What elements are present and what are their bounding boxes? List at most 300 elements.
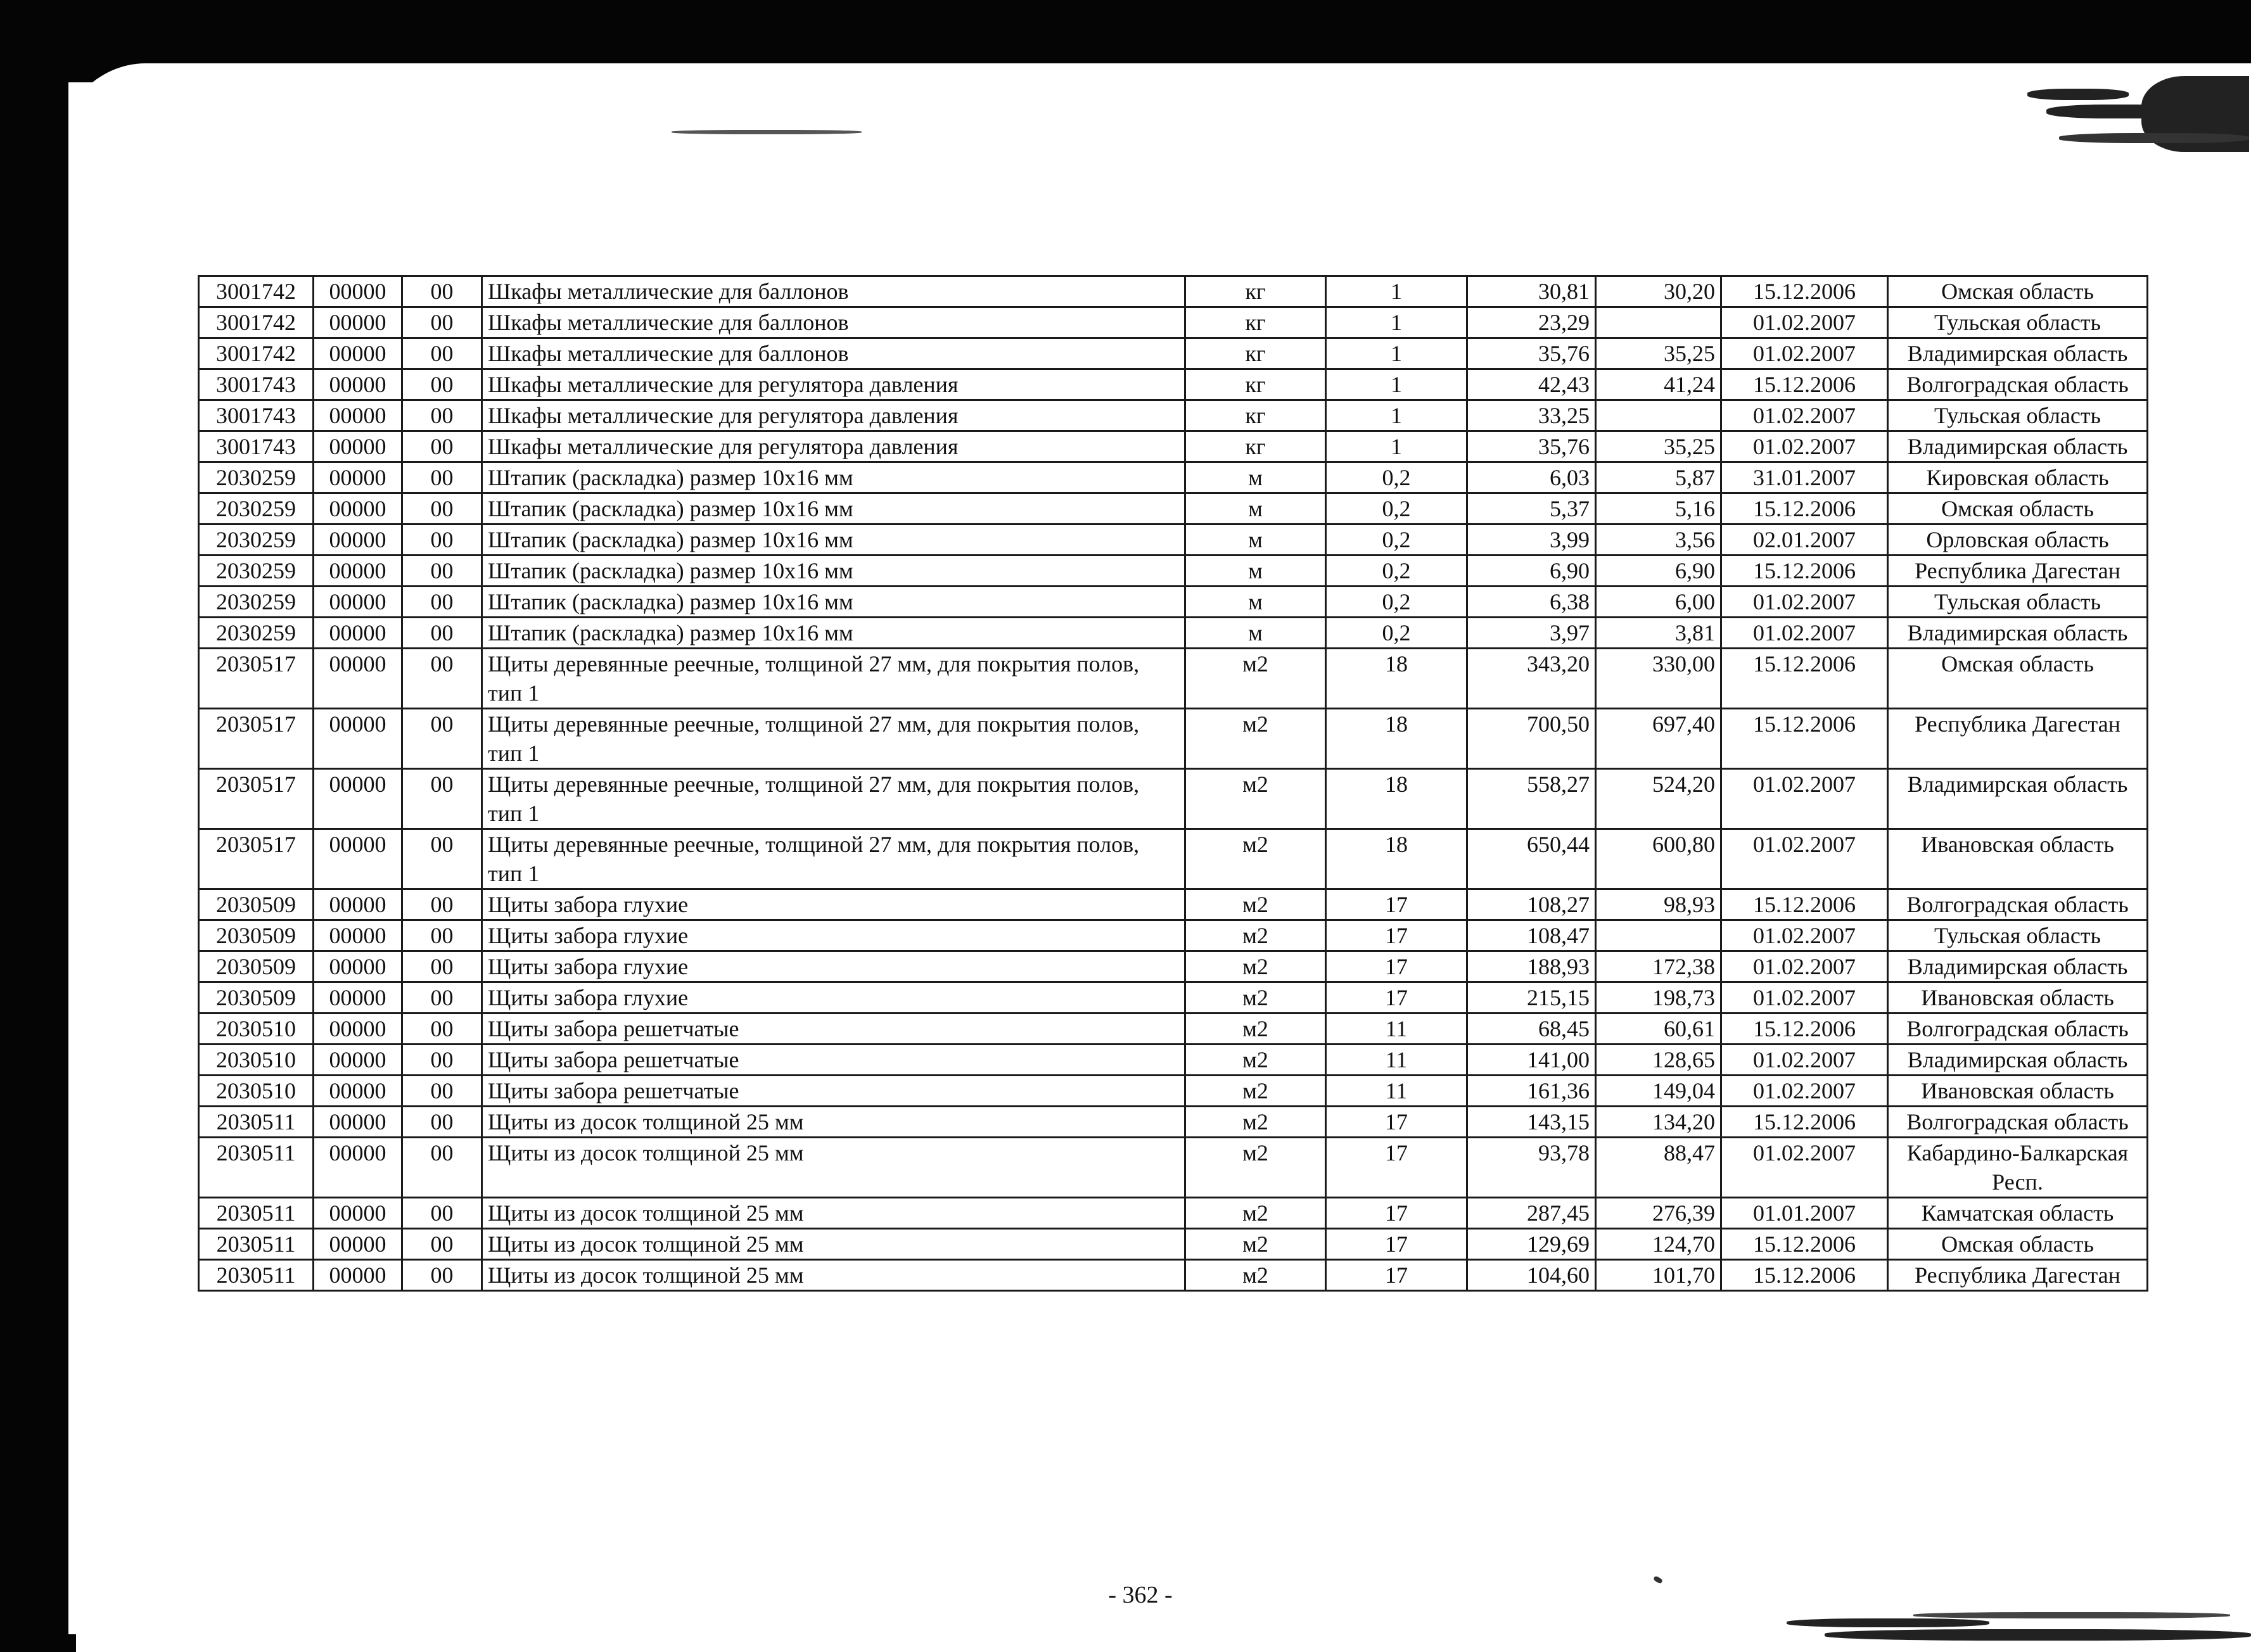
item-price-1: 3,99 — [1467, 524, 1596, 556]
table-row — [199, 400, 2148, 431]
item-price-1: 23,29 — [1467, 307, 1596, 338]
item-subcode: 00000 — [314, 1198, 402, 1229]
item-unit: м2 — [1185, 829, 1326, 889]
table-row — [199, 1229, 2148, 1260]
item-description: Шкафы металлические для баллонов — [482, 307, 1185, 338]
item-description: Щиты забора решетчатые — [482, 1013, 1185, 1045]
item-description: Щиты забора глухие — [482, 889, 1185, 920]
table-row — [199, 369, 2148, 400]
item-description: Щиты из досок толщиной 25 мм — [482, 1229, 1185, 1260]
item-description: Шкафы металлические для баллонов — [482, 338, 1185, 369]
item-code: 2030259 — [199, 618, 314, 649]
table-row — [199, 1076, 2148, 1107]
item-unit: м2 — [1185, 920, 1326, 951]
item-description: Щиты забора решетчатые — [482, 1045, 1185, 1076]
item-price-1: 35,76 — [1467, 338, 1596, 369]
table-row — [199, 829, 2148, 889]
scan-smudge — [2027, 89, 2129, 100]
item-unit: м2 — [1185, 1138, 1326, 1198]
item-quantity: 17 — [1326, 920, 1467, 951]
item-quantity: 1 — [1326, 431, 1467, 462]
item-unit: м2 — [1185, 1045, 1326, 1076]
item-date: 01.02.2007 — [1721, 920, 1888, 951]
item-price-1: 3,97 — [1467, 618, 1596, 649]
item-price-1: 188,93 — [1467, 951, 1596, 982]
item-region: Омская область — [1888, 493, 2148, 524]
item-code: 2030510 — [199, 1013, 314, 1045]
item-code: 2030511 — [199, 1198, 314, 1229]
item-quantity: 17 — [1326, 951, 1467, 982]
item-price-1: 343,20 — [1467, 649, 1596, 709]
item-variant: 00 — [402, 920, 482, 951]
item-code: 2030259 — [199, 493, 314, 524]
item-price-1: 104,60 — [1467, 1260, 1596, 1291]
item-variant: 00 — [402, 1260, 482, 1291]
item-description: Щиты деревянные реечные, толщиной 27 мм, для покрытия полов, тип 1 — [482, 829, 1185, 889]
item-quantity: 17 — [1326, 889, 1467, 920]
table-row — [199, 649, 2148, 709]
item-price-2: 3,56 — [1596, 524, 1721, 556]
item-region: Волгоградская область — [1888, 889, 2148, 920]
item-subcode: 00000 — [314, 307, 402, 338]
item-region: Владимирская область — [1888, 951, 2148, 982]
item-variant: 00 — [402, 276, 482, 307]
item-date: 15.12.2006 — [1721, 493, 1888, 524]
item-region: Омская область — [1888, 1229, 2148, 1260]
table-row — [199, 769, 2148, 829]
item-subcode: 00000 — [314, 369, 402, 400]
item-code: 2030259 — [199, 587, 314, 618]
item-quantity: 11 — [1326, 1076, 1467, 1107]
item-region: Тульская область — [1888, 400, 2148, 431]
item-subcode: 00000 — [314, 829, 402, 889]
scan-smudge — [1653, 1575, 1663, 1584]
item-region: Республика Дагестан — [1888, 1260, 2148, 1291]
item-date: 01.02.2007 — [1721, 307, 1888, 338]
item-description: Щиты из досок толщиной 25 мм — [482, 1198, 1185, 1229]
item-price-2 — [1596, 307, 1721, 338]
item-code: 3001742 — [199, 307, 314, 338]
item-quantity: 0,2 — [1326, 462, 1467, 493]
item-variant: 00 — [402, 369, 482, 400]
item-description: Щиты деревянные реечные, толщиной 27 мм, для покрытия полов, тип 1 — [482, 649, 1185, 709]
item-region: Владимирская область — [1888, 338, 2148, 369]
item-region: Кабардино-Балкарская Респ. — [1888, 1138, 2148, 1198]
item-code: 2030510 — [199, 1076, 314, 1107]
item-date: 01.02.2007 — [1721, 587, 1888, 618]
item-date: 15.12.2006 — [1721, 1107, 1888, 1138]
item-date: 01.02.2007 — [1721, 982, 1888, 1013]
item-region: Владимирская область — [1888, 431, 2148, 462]
item-description: Штапик (раскладка) размер 10х16 мм — [482, 524, 1185, 556]
item-unit: м — [1185, 462, 1326, 493]
price-table — [198, 275, 2148, 1292]
item-date: 31.01.2007 — [1721, 462, 1888, 493]
item-quantity: 17 — [1326, 1260, 1467, 1291]
item-date: 02.01.2007 — [1721, 524, 1888, 556]
item-price-2: 600,80 — [1596, 829, 1721, 889]
item-subcode: 00000 — [314, 618, 402, 649]
item-region: Владимирская область — [1888, 1045, 2148, 1076]
item-quantity: 17 — [1326, 982, 1467, 1013]
item-code: 2030511 — [199, 1107, 314, 1138]
item-price-2: 330,00 — [1596, 649, 1721, 709]
scan-border-bottom-left — [0, 1634, 76, 1652]
item-subcode: 00000 — [314, 493, 402, 524]
item-region: Республика Дагестан — [1888, 709, 2148, 769]
item-description: Штапик (раскладка) размер 10х16 мм — [482, 556, 1185, 587]
scan-smudge — [1913, 1612, 2230, 1618]
item-unit: м2 — [1185, 1076, 1326, 1107]
item-quantity: 11 — [1326, 1013, 1467, 1045]
item-unit: м2 — [1185, 951, 1326, 982]
item-price-2: 276,39 — [1596, 1198, 1721, 1229]
item-date: 15.12.2006 — [1721, 276, 1888, 307]
item-quantity: 1 — [1326, 307, 1467, 338]
item-variant: 00 — [402, 951, 482, 982]
item-price-1: 141,00 — [1467, 1045, 1596, 1076]
item-region: Тульская область — [1888, 920, 2148, 951]
item-unit: м2 — [1185, 769, 1326, 829]
item-unit: м2 — [1185, 1107, 1326, 1138]
table-row — [199, 307, 2148, 338]
item-price-1: 93,78 — [1467, 1138, 1596, 1198]
item-code: 2030511 — [199, 1229, 314, 1260]
item-subcode: 00000 — [314, 1260, 402, 1291]
item-variant: 00 — [402, 400, 482, 431]
item-price-2: 6,00 — [1596, 587, 1721, 618]
item-description: Шкафы металлические для регулятора давления — [482, 431, 1185, 462]
item-unit: м2 — [1185, 709, 1326, 769]
scan-border-left — [0, 0, 68, 1652]
item-subcode: 00000 — [314, 338, 402, 369]
item-unit: м2 — [1185, 889, 1326, 920]
item-region: Камчатская область — [1888, 1198, 2148, 1229]
item-description: Щиты забора глухие — [482, 951, 1185, 982]
item-code: 2030511 — [199, 1138, 314, 1198]
item-region: Омская область — [1888, 649, 2148, 709]
scan-smudge — [1825, 1629, 2251, 1641]
table-row — [199, 276, 2148, 307]
item-price-2: 149,04 — [1596, 1076, 1721, 1107]
item-code: 2030509 — [199, 920, 314, 951]
item-variant: 00 — [402, 982, 482, 1013]
item-variant: 00 — [402, 307, 482, 338]
table-row — [199, 1198, 2148, 1229]
table-row — [199, 1260, 2148, 1291]
item-unit: м2 — [1185, 1198, 1326, 1229]
item-code: 3001742 — [199, 338, 314, 369]
item-price-2: 5,16 — [1596, 493, 1721, 524]
item-price-1: 6,90 — [1467, 556, 1596, 587]
item-subcode: 00000 — [314, 709, 402, 769]
item-date: 01.02.2007 — [1721, 431, 1888, 462]
item-price-2: 6,90 — [1596, 556, 1721, 587]
item-date: 15.12.2006 — [1721, 1013, 1888, 1045]
item-region: Кировская область — [1888, 462, 2148, 493]
item-date: 15.12.2006 — [1721, 649, 1888, 709]
table-row — [199, 493, 2148, 524]
item-subcode: 00000 — [314, 431, 402, 462]
item-region: Тульская область — [1888, 587, 2148, 618]
item-date: 01.02.2007 — [1721, 829, 1888, 889]
item-quantity: 1 — [1326, 400, 1467, 431]
item-description: Щиты из досок толщиной 25 мм — [482, 1107, 1185, 1138]
item-variant: 00 — [402, 829, 482, 889]
item-unit: кг — [1185, 276, 1326, 307]
item-code: 2030259 — [199, 524, 314, 556]
table-row — [199, 556, 2148, 587]
item-unit: м — [1185, 556, 1326, 587]
item-price-1: 650,44 — [1467, 829, 1596, 889]
item-variant: 00 — [402, 889, 482, 920]
item-quantity: 17 — [1326, 1229, 1467, 1260]
item-price-2: 128,65 — [1596, 1045, 1721, 1076]
item-date: 15.12.2006 — [1721, 889, 1888, 920]
item-variant: 00 — [402, 338, 482, 369]
item-variant: 00 — [402, 524, 482, 556]
item-subcode: 00000 — [314, 587, 402, 618]
item-price-2: 134,20 — [1596, 1107, 1721, 1138]
item-date: 01.02.2007 — [1721, 338, 1888, 369]
item-subcode: 00000 — [314, 920, 402, 951]
item-variant: 00 — [402, 1045, 482, 1076]
item-description: Щиты забора решетчатые — [482, 1076, 1185, 1107]
table-row — [199, 920, 2148, 951]
item-description: Штапик (раскладка) размер 10х16 мм — [482, 587, 1185, 618]
item-quantity: 0,2 — [1326, 618, 1467, 649]
item-quantity: 11 — [1326, 1045, 1467, 1076]
item-subcode: 00000 — [314, 556, 402, 587]
item-price-1: 35,76 — [1467, 431, 1596, 462]
item-unit: м2 — [1185, 1260, 1326, 1291]
item-description: Щиты забора глухие — [482, 920, 1185, 951]
item-date: 01.02.2007 — [1721, 769, 1888, 829]
item-unit: кг — [1185, 338, 1326, 369]
item-variant: 00 — [402, 1076, 482, 1107]
item-variant: 00 — [402, 649, 482, 709]
item-quantity: 18 — [1326, 829, 1467, 889]
item-region: Владимирская область — [1888, 769, 2148, 829]
item-subcode: 00000 — [314, 769, 402, 829]
table-row — [199, 1107, 2148, 1138]
table-row — [199, 889, 2148, 920]
table-row — [199, 951, 2148, 982]
item-price-2: 101,70 — [1596, 1260, 1721, 1291]
item-date: 15.12.2006 — [1721, 369, 1888, 400]
item-description: Щиты деревянные реечные, толщиной 27 мм, для покрытия полов, тип 1 — [482, 709, 1185, 769]
item-date: 01.02.2007 — [1721, 1045, 1888, 1076]
item-unit: м2 — [1185, 982, 1326, 1013]
item-code: 3001743 — [199, 369, 314, 400]
table-row — [199, 431, 2148, 462]
item-price-2: 35,25 — [1596, 338, 1721, 369]
item-quantity: 0,2 — [1326, 493, 1467, 524]
item-date: 15.12.2006 — [1721, 709, 1888, 769]
item-subcode: 00000 — [314, 1045, 402, 1076]
item-price-2: 3,81 — [1596, 618, 1721, 649]
item-code: 2030509 — [199, 889, 314, 920]
item-code: 2030509 — [199, 951, 314, 982]
item-date: 01.02.2007 — [1721, 400, 1888, 431]
item-description: Штапик (раскладка) размер 10х16 мм — [482, 493, 1185, 524]
item-price-1: 6,38 — [1467, 587, 1596, 618]
item-price-2: 60,61 — [1596, 1013, 1721, 1045]
item-date: 15.12.2006 — [1721, 1229, 1888, 1260]
item-price-2 — [1596, 400, 1721, 431]
item-variant: 00 — [402, 618, 482, 649]
item-code: 2030509 — [199, 982, 314, 1013]
item-description: Шкафы металлические для регулятора давления — [482, 400, 1185, 431]
item-price-1: 108,47 — [1467, 920, 1596, 951]
item-quantity: 1 — [1326, 369, 1467, 400]
item-quantity: 0,2 — [1326, 524, 1467, 556]
item-region: Орловская область — [1888, 524, 2148, 556]
item-price-1: 6,03 — [1467, 462, 1596, 493]
item-date: 01.02.2007 — [1721, 1076, 1888, 1107]
item-quantity: 17 — [1326, 1138, 1467, 1198]
item-code: 2030259 — [199, 462, 314, 493]
item-unit: м2 — [1185, 649, 1326, 709]
item-unit: м — [1185, 618, 1326, 649]
item-subcode: 00000 — [314, 1229, 402, 1260]
item-price-2: 524,20 — [1596, 769, 1721, 829]
item-subcode: 00000 — [314, 524, 402, 556]
item-quantity: 0,2 — [1326, 556, 1467, 587]
item-region: Ивановская область — [1888, 1076, 2148, 1107]
item-region: Тульская область — [1888, 307, 2148, 338]
item-price-1: 108,27 — [1467, 889, 1596, 920]
table-body — [199, 276, 2148, 1291]
scan-smudge — [1787, 1618, 1989, 1627]
item-region: Омская область — [1888, 276, 2148, 307]
item-code: 2030510 — [199, 1045, 314, 1076]
item-variant: 00 — [402, 1198, 482, 1229]
page-number: - 362 - — [1108, 1582, 1173, 1608]
item-unit: кг — [1185, 369, 1326, 400]
item-price-2 — [1596, 920, 1721, 951]
item-unit: м — [1185, 524, 1326, 556]
item-description: Штапик (раскладка) размер 10х16 мм — [482, 618, 1185, 649]
item-price-2: 124,70 — [1596, 1229, 1721, 1260]
item-region: Республика Дагестан — [1888, 556, 2148, 587]
item-region: Волгоградская область — [1888, 1013, 2148, 1045]
item-price-1: 558,27 — [1467, 769, 1596, 829]
item-description: Щиты из досок толщиной 25 мм — [482, 1260, 1185, 1291]
item-variant: 00 — [402, 1107, 482, 1138]
item-quantity: 18 — [1326, 649, 1467, 709]
item-variant: 00 — [402, 709, 482, 769]
item-price-2: 35,25 — [1596, 431, 1721, 462]
table-row — [199, 618, 2148, 649]
item-price-1: 129,69 — [1467, 1229, 1596, 1260]
item-variant: 00 — [402, 769, 482, 829]
item-subcode: 00000 — [314, 1013, 402, 1045]
scan-smudge — [2059, 133, 2249, 143]
item-quantity: 1 — [1326, 338, 1467, 369]
item-code: 3001743 — [199, 431, 314, 462]
item-description: Шкафы металлические для регулятора давления — [482, 369, 1185, 400]
item-region: Владимирская область — [1888, 618, 2148, 649]
item-variant: 00 — [402, 1229, 482, 1260]
table-row — [199, 1013, 2148, 1045]
item-code: 2030517 — [199, 649, 314, 709]
table-row — [199, 524, 2148, 556]
item-description: Щиты из досок толщиной 25 мм — [482, 1138, 1185, 1198]
item-variant: 00 — [402, 1138, 482, 1198]
item-price-1: 42,43 — [1467, 369, 1596, 400]
item-price-1: 33,25 — [1467, 400, 1596, 431]
item-quantity: 18 — [1326, 769, 1467, 829]
item-price-1: 215,15 — [1467, 982, 1596, 1013]
item-subcode: 00000 — [314, 982, 402, 1013]
table-row — [199, 462, 2148, 493]
item-price-1: 161,36 — [1467, 1076, 1596, 1107]
table-row — [199, 1045, 2148, 1076]
scan-smudge — [672, 130, 862, 134]
item-subcode: 00000 — [314, 951, 402, 982]
item-code: 3001743 — [199, 400, 314, 431]
item-price-1: 5,37 — [1467, 493, 1596, 524]
item-variant: 00 — [402, 462, 482, 493]
page-edge-curve — [57, 63, 2251, 165]
item-description: Щиты забора глухие — [482, 982, 1185, 1013]
item-price-2: 88,47 — [1596, 1138, 1721, 1198]
table-row — [199, 1138, 2148, 1198]
item-quantity: 17 — [1326, 1198, 1467, 1229]
item-price-1: 700,50 — [1467, 709, 1596, 769]
item-price-2: 198,73 — [1596, 982, 1721, 1013]
item-variant: 00 — [402, 431, 482, 462]
table-row — [199, 587, 2148, 618]
item-subcode: 00000 — [314, 1107, 402, 1138]
item-quantity: 18 — [1326, 709, 1467, 769]
item-variant: 00 — [402, 493, 482, 524]
item-code: 2030517 — [199, 829, 314, 889]
table-row — [199, 338, 2148, 369]
item-unit: м — [1185, 493, 1326, 524]
item-unit: кг — [1185, 431, 1326, 462]
item-description: Шкафы металлические для баллонов — [482, 276, 1185, 307]
item-subcode: 00000 — [314, 276, 402, 307]
item-quantity: 0,2 — [1326, 587, 1467, 618]
item-subcode: 00000 — [314, 889, 402, 920]
item-date: 15.12.2006 — [1721, 1260, 1888, 1291]
item-unit: м — [1185, 587, 1326, 618]
item-date: 01.02.2007 — [1721, 951, 1888, 982]
item-price-2: 41,24 — [1596, 369, 1721, 400]
item-price-2: 5,87 — [1596, 462, 1721, 493]
item-subcode: 00000 — [314, 1076, 402, 1107]
item-price-2: 697,40 — [1596, 709, 1721, 769]
item-region: Ивановская область — [1888, 982, 2148, 1013]
item-subcode: 00000 — [314, 649, 402, 709]
item-subcode: 00000 — [314, 1138, 402, 1198]
item-price-1: 287,45 — [1467, 1198, 1596, 1229]
item-code: 3001742 — [199, 276, 314, 307]
item-unit: кг — [1185, 307, 1326, 338]
item-region: Волгоградская область — [1888, 369, 2148, 400]
item-price-1: 143,15 — [1467, 1107, 1596, 1138]
item-description: Щиты деревянные реечные, толщиной 27 мм, для покрытия полов, тип 1 — [482, 769, 1185, 829]
item-date: 01.01.2007 — [1721, 1198, 1888, 1229]
item-code: 2030517 — [199, 709, 314, 769]
item-subcode: 00000 — [314, 462, 402, 493]
item-date: 01.02.2007 — [1721, 618, 1888, 649]
item-unit: кг — [1185, 400, 1326, 431]
item-variant: 00 — [402, 1013, 482, 1045]
item-price-1: 68,45 — [1467, 1013, 1596, 1045]
